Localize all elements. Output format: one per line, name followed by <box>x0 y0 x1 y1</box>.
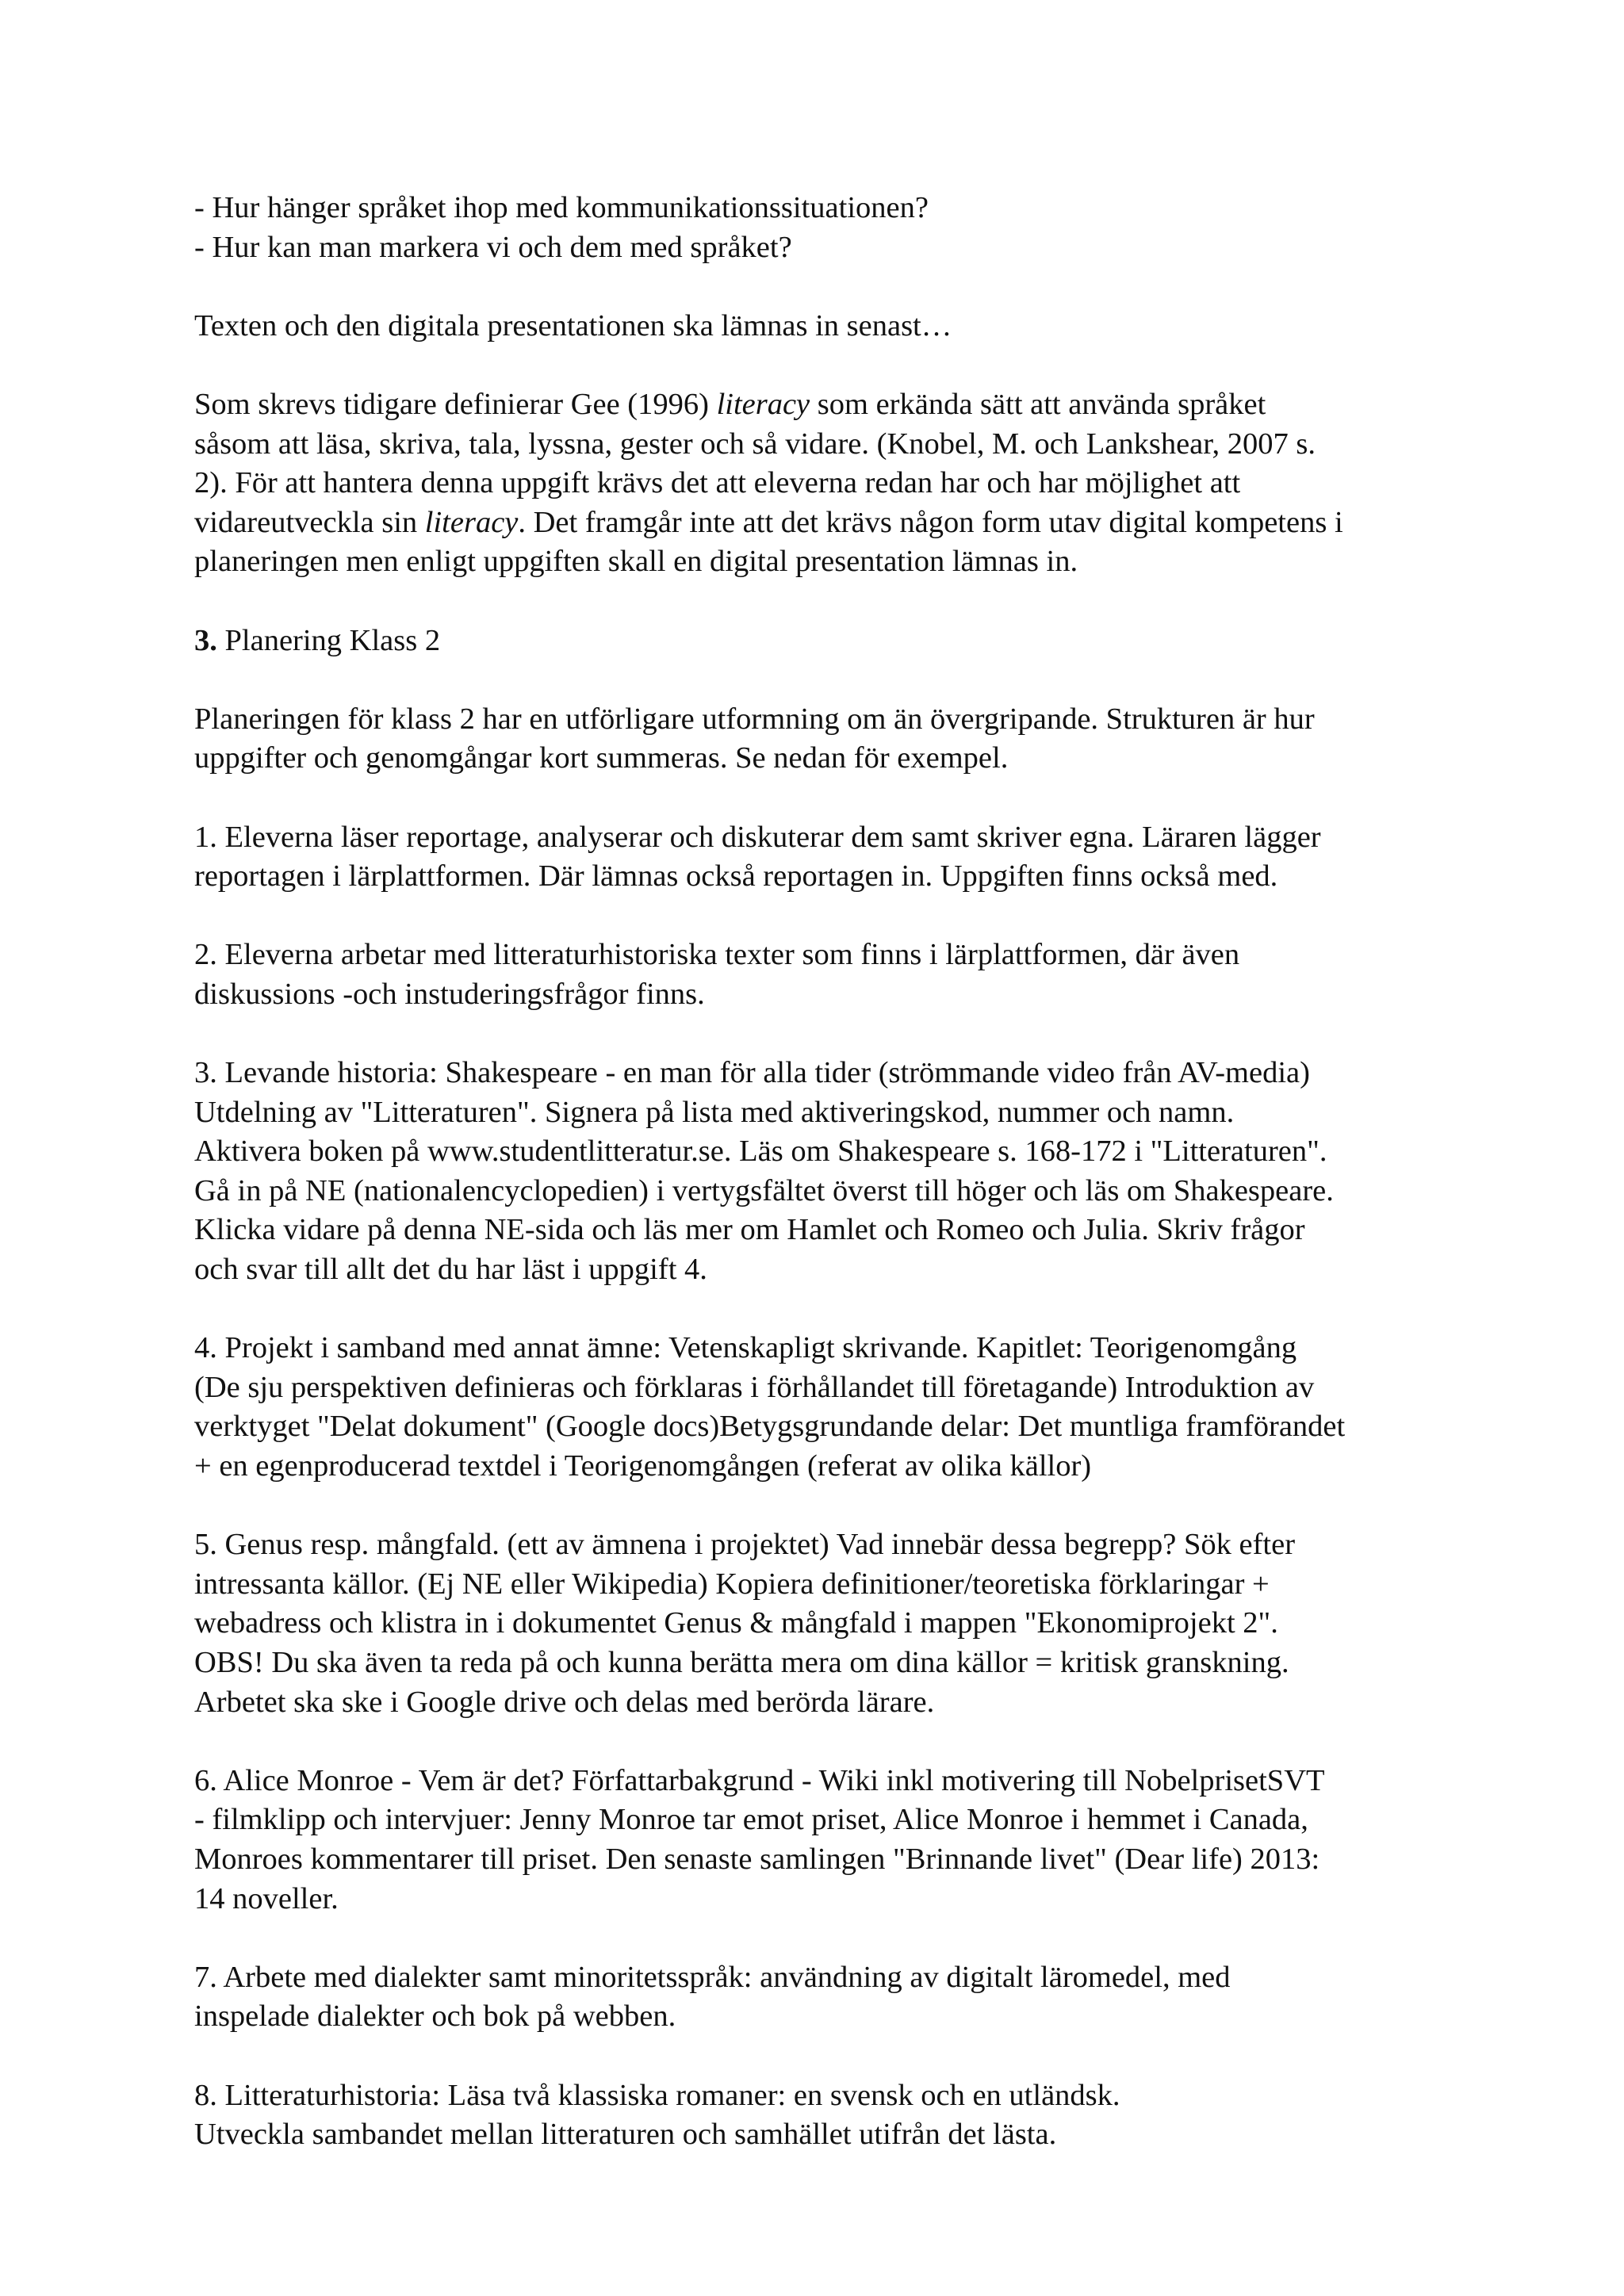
section-title: Planering Klass 2 <box>216 623 441 657</box>
deadline-paragraph <box>194 307 1479 346</box>
list-item-5 <box>194 1525 1479 1722</box>
section-heading <box>194 622 1479 661</box>
gee-paragraph <box>194 385 1479 582</box>
text-line: planeringen men enligt uppgiften skall en digital presentation lämnas in. <box>194 545 1078 579</box>
list-item-3 <box>194 1054 1479 1290</box>
text-line: 6. Alice Monroe - Vem är det? Författarbakgrund - Wiki inkl motivering till NobelprisetSVT <box>194 1763 1325 1797</box>
section-number: 3. <box>194 623 217 657</box>
text-line: 4. Projekt i samband med annat ämne: Vetenskapligt skrivande. Kapitlet: Teorigenomgång <box>194 1331 1297 1365</box>
questions-paragraph <box>194 189 1479 267</box>
list-item-4 <box>194 1329 1479 1486</box>
text-line: 5. Genus resp. mångfald. (ett av ämnena i projektet) Vad innebär dessa begrepp? Sök efter <box>194 1528 1296 1562</box>
text-line: Monroes kommentarer till priset. Den senaste samlingen "Brinnande livet" (Dear life) 2013: <box>194 1842 1320 1876</box>
list-item-6 <box>194 1762 1479 1919</box>
text-line: Utveckla sambandet mellan litteraturen och samhället utifrån det lästa. <box>194 2118 1057 2152</box>
literacy-term: literacy <box>424 505 519 539</box>
list-item-1 <box>194 818 1479 897</box>
text-line: verktyget "Delat dokument" (Google docs)Betygsgrundande delar: Det muntliga framförandet <box>194 1410 1346 1444</box>
list-item-8 <box>194 2076 1479 2155</box>
text-line: Gå in på NE (nationalencyclopedien) i vertygsfältet överst till höger och läs om Shakespeare. <box>194 1173 1334 1207</box>
text-line: 2). För att hantera denna uppgift krävs det att eleverna redan har och har möjlighet att <box>194 466 1241 500</box>
question-line: - Hur kan man markera vi och dem med språket? <box>194 230 792 264</box>
text-line: diskussions -och instuderingsfrågor finns. <box>194 977 705 1011</box>
text-line: OBS! Du ska även ta reda på och kunna berätta mera om dina källor = kritisk granskning. <box>194 1645 1289 1679</box>
text-line: inspelade dialekter och bok på webben. <box>194 1999 676 2034</box>
deadline-line: Texten och den digitala presentationen ska lämnas in senast… <box>194 308 952 342</box>
text-line: uppgifter och genomgångar kort summeras. Se nedan för exempel. <box>194 741 1009 775</box>
text-line: + en egenproducerad textdel i Teorigenomgången (referat av olika källor) <box>194 1449 1092 1483</box>
text-line: reportagen i lärplattformen. Där lämnas också reportagen in. Uppgiften finns också med. <box>194 859 1278 894</box>
text-line: webadress och klistra in i dokumentet Genus & mångfald i mappen "Ekonomiprojekt 2". <box>194 1606 1278 1640</box>
list-item-7 <box>194 1958 1479 2037</box>
literacy-term: literacy <box>716 387 810 421</box>
text-line: vidareutveckla sin literacy. Det framgår inte att det krävs någon form utav digital kompetens i <box>194 505 1343 539</box>
text-line: Klicka vidare på denna NE-sida och läs mer om Hamlet och Romeo och Julia. Skriv frågor <box>194 1213 1305 1247</box>
text-line: 7. Arbete med dialekter samt minoritetsspråk: användning av digitalt läromedel, med <box>194 1960 1231 1994</box>
text-line: och svar till allt det du har läst i uppgift 4. <box>194 1253 707 1287</box>
text-line: - filmklipp och intervjuer: Jenny Monroe tar emot priset, Alice Monroe i hemmet i Canada, <box>194 1803 1308 1837</box>
text-line: Aktivera boken på www.studentlitteratur.se. Läs om Shakespeare s. 168-172 i "Litteraturen". <box>194 1135 1327 1169</box>
text-line: såsom att läsa, skriva, tala, lyssna, gester och så vidare. (Knobel, M. och Lankshear, 2007 s. <box>194 427 1316 461</box>
text-line: 14 noveller. <box>194 1881 339 1915</box>
list-item-2 <box>194 936 1479 1014</box>
document-page <box>194 189 1479 2194</box>
text-line: 3. Levande historia: Shakespeare - en man för alla tider (strömmande video från AV-media) <box>194 1056 1310 1090</box>
text-line: (De sju perspektiven definieras och förklaras i förhållandet till företagande) Introduktion av <box>194 1370 1315 1404</box>
text-line: Som skrevs tidigare definierar Gee (1996) literacy som erkända sätt att använda språket <box>194 387 1266 421</box>
text-line: intressanta källor. (Ej NE eller Wikipedia) Kopiera definitioner/teoretiska förklaringar + <box>194 1567 1270 1601</box>
text-line: 1. Eleverna läser reportage, analyserar och diskuterar dem samt skriver egna. Läraren lägger <box>194 820 1321 854</box>
text-line: Arbetet ska ske i Google drive och delas med berörda lärare. <box>194 1685 935 1719</box>
text-line: 2. Eleverna arbetar med litteraturhistoriska texter som finns i lärplattformen, där även <box>194 938 1240 972</box>
text-line: Planeringen för klass 2 har en utförligare utformning om än övergripande. Strukturen är hur <box>194 702 1315 736</box>
text-line: Utdelning av "Litteraturen". Signera på lista med aktiveringskod, nummer och namn. <box>194 1095 1235 1129</box>
text-line: 8. Litteraturhistoria: Läsa två klassiska romaner: en svensk och en utländsk. <box>194 2078 1120 2112</box>
intro-paragraph <box>194 700 1479 779</box>
question-line: - Hur hänger språket ihop med kommunikationssituationen? <box>194 191 929 224</box>
